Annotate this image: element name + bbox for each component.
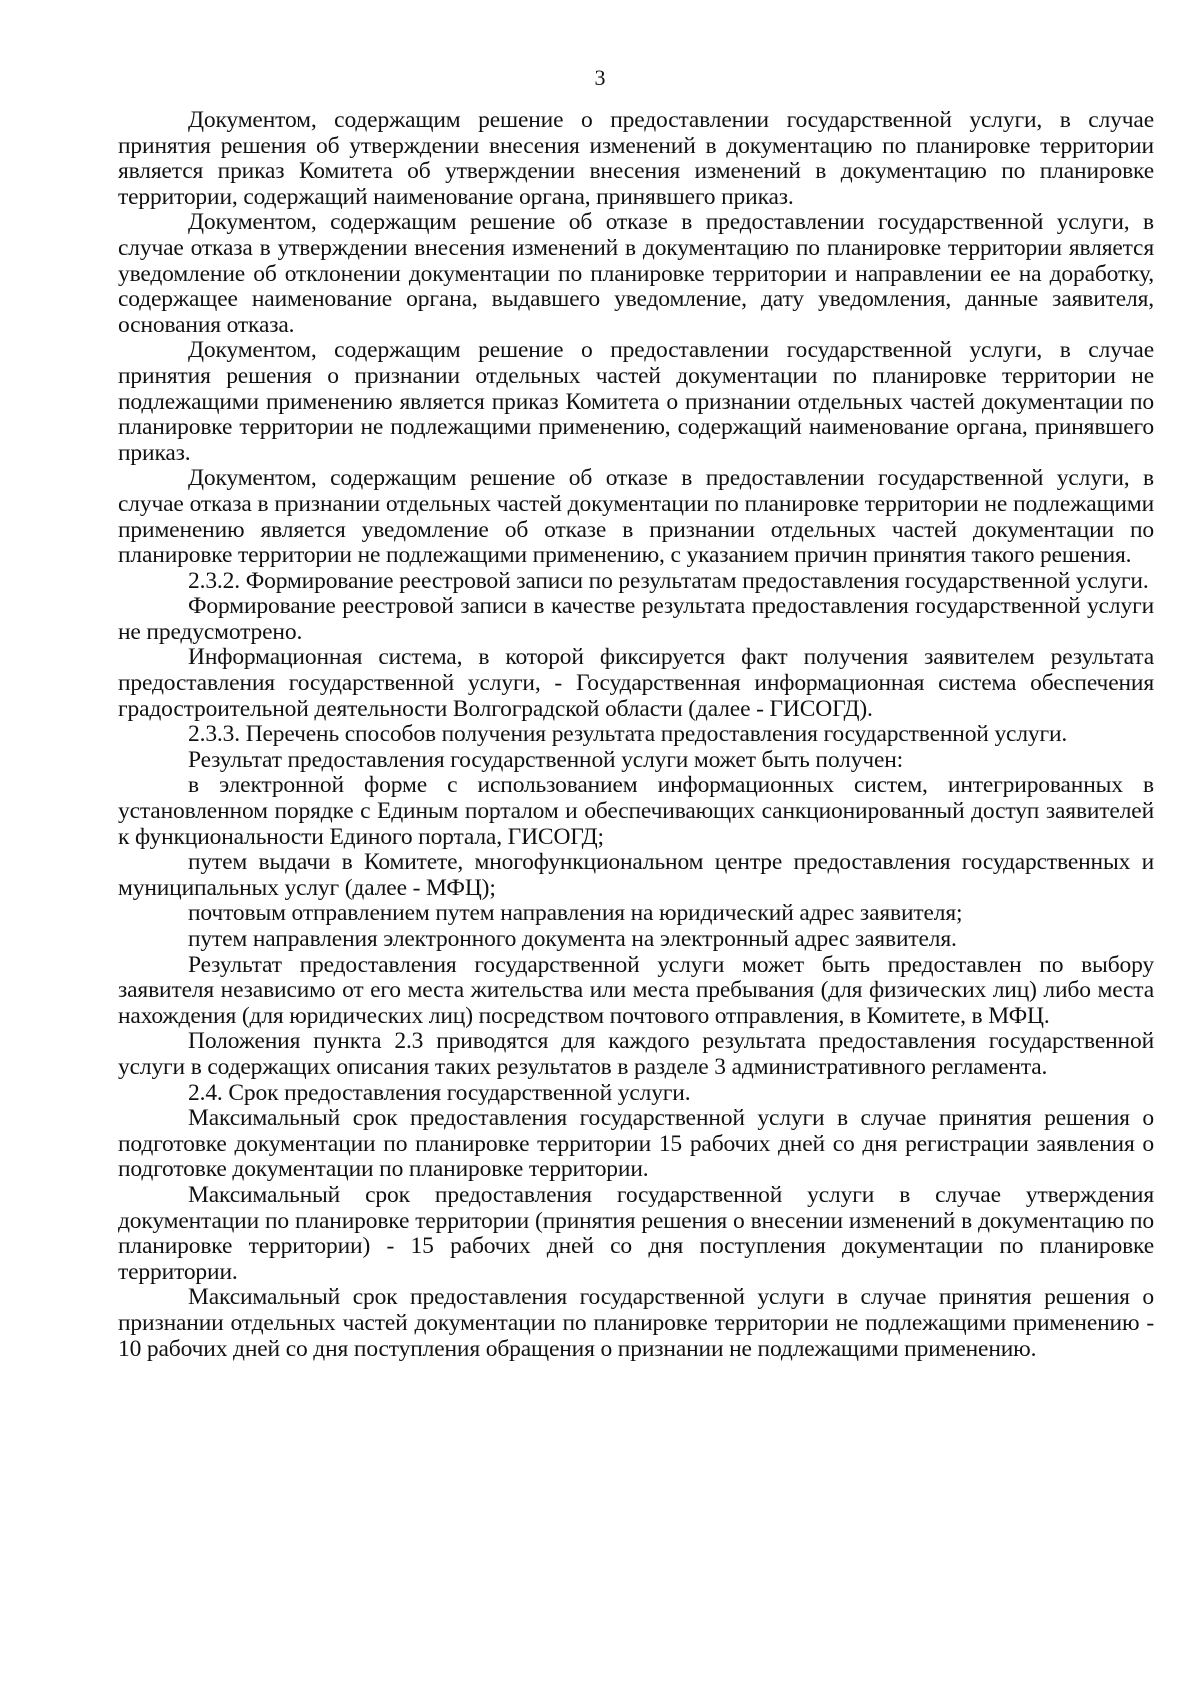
paragraph-deadline-not-applicable: Максимальный срок предоставления государственной услуги в случае принятия решения о признании отдельных частей документации по планировке территории не подлежащими применению - 10 рабочих дней со дня поступления обращения о признании не подлежащими применению.	[118, 1284, 1154, 1362]
paragraph-registry-record: Формирование реестровой записи в качестве результата предоставления государственной услуги не предусмотрено.	[118, 593, 1154, 645]
list-item-issuance-mfc: путем выдачи в Комитете, многофункциональном центре предоставления государственных и муниципальных услуг (далее - МФЦ);	[118, 849, 1154, 901]
paragraph-refusal-approval-changes: Документом, содержащим решение об отказе в предоставлении государственной услуги, в случае отказа в утверждении внесения изменений в документацию по планировке территории является уведомление об отклонении документации по планировке территории и направлении ее на доработку, содержащее наименование органа, выдавшего уведомление, дату уведомления, данные заявителя, основания отказа.	[118, 209, 1154, 338]
paragraph-deadline-preparation: Максимальный срок предоставления государственной услуги в случае принятия решения о подготовке документации по планировке территории 15 рабочих дней со дня регистрации заявления о подготовке документации по планировке территории.	[118, 1105, 1154, 1183]
list-item-electronic-address: путем направления электронного документа на электронный адрес заявителя.	[188, 926, 957, 952]
paragraph-result-approval-changes: Документом, содержащим решение о предоставлении государственной услуги, в случае принятия решения об утверждении внесения изменений в документацию по планировке территории является приказ Комитета об утверждении внесения изменений в документацию по планировке территории, содержащий наименование органа, принявшего приказ.	[118, 107, 1154, 210]
section-heading-2-3-2: 2.3.2. Формирование реестровой записи по результатам предоставления государственной услуги.	[188, 567, 1149, 594]
section-heading-2-4: 2.4. Срок предоставления государственной услуги.	[188, 1079, 691, 1106]
paragraph-result-parts-not-applicable: Документом, содержащим решение о предоставлении государственной услуги, в случае принятия решения о признании отдельных частей документации по планировке территории не подлежащими применению является приказ Комитета о признании отдельных частей документации по планировке территории не подлежащими применению, содержащий наименование органа, принявшего приказ.	[118, 337, 1154, 466]
page-number: 3	[594, 65, 606, 90]
paragraph-deadline-approval: Максимальный срок предоставления государственной услуги в случае утверждения документации по планировке территории (принятия решения о внесении изменений в документацию по планировке территории) - 15 рабочих дней со дня поступления документации по планировке территории.	[118, 1181, 1154, 1285]
paragraph-result-by-choice: Результат предоставления государственной услуги может быть предоставлен по выбору заявителя независимо от его места жительства или места пребывания (для физических лиц) либо места нахождения (для юридических лиц) посредством почтового отправления, в Комитете, в МФЦ.	[118, 951, 1154, 1029]
paragraph-information-system: Информационная система, в которой фиксируется факт получения заявителем результата предоставления государственной услуги, - Государственная информационная система обеспечения градостроительной деятельности Волгоградской области (далее - ГИСОГД).	[118, 644, 1154, 722]
document-body	[118, 108, 1154, 1362]
paragraph-result-obtained-intro: Результат предоставления государственной услуги может быть получен:	[188, 746, 904, 773]
paragraph-provisions-2-3: Положения пункта 2.3 приводятся для каждого результата предоставления государственной услуги в содержащих описания таких результатов в разделе 3 административного регламента.	[118, 1028, 1154, 1080]
paragraph-refusal-parts-not-applicable: Документом, содержащим решение об отказе в предоставлении государственной услуги, в случае отказа в признании отдельных частей документации по планировке территории не подлежащими применению является уведомление об отказе в признании отдельных частей документации по планировке территории не подлежащими применению, с указанием причин принятия такого решения.	[118, 465, 1154, 569]
section-heading-2-3-3: 2.3.3. Перечень способов получения результата предоставления государственной услуги.	[188, 721, 1068, 748]
list-item-electronic-form: в электронной форме с использованием информационных систем, интегрированных в установленном порядке с Единым порталом и обеспечивающих санкционированный доступ заявителей к функциональности Единого портала, ГИСОГД;	[118, 772, 1154, 850]
list-item-postal-mail: почтовым отправлением путем направления на юридический адрес заявителя;	[188, 900, 963, 927]
